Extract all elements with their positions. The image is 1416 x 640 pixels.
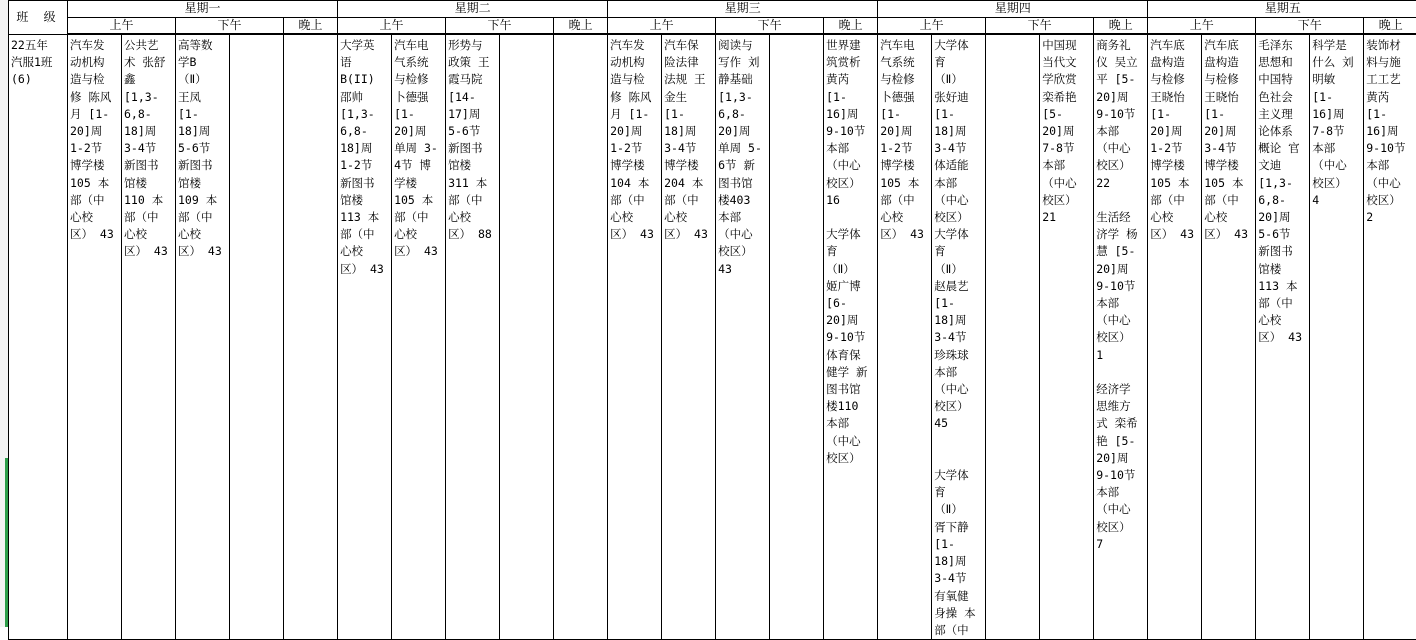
course-entry: 中国现 当代文 学欣赏 栾希艳 [5- 20]周 7-8节 本部 （中心 校区） 21 xyxy=(1042,38,1077,225)
course-entry: 汽车保 险法律 法规 王 金生 [1- 18]周 3-4节 博学楼 204 本 部（中 心校 区） 43 xyxy=(664,38,708,242)
schedule-cell[interactable] xyxy=(176,34,230,640)
course-entry: 公共艺 术 张舒 鑫 [1,3- 6,8- 18]周 3-4节 新图书 馆楼 110 本 部（中 心校 区） 43 xyxy=(124,38,168,259)
period-evening-header: 晚上 xyxy=(554,18,608,35)
schedule-cell[interactable] xyxy=(608,34,662,640)
schedule-cell[interactable] xyxy=(122,34,176,640)
period-evening-header: 晚上 xyxy=(284,18,338,35)
course-entry: 大学体 育 （Ⅱ） 张好迪 [1- 18]周 3-4节 体适能 本部 （中心 校区） 大学体 育 （Ⅱ） 赵晨艺 [1- 18]周 3-4节 珍珠球 本部 （中心 校区） 45 大学体 育 （Ⅱ） 胥下静 [1- 18]周 3-4节 有氧健 身操 本 部（中 xyxy=(934,38,976,637)
schedule-cell[interactable] xyxy=(932,34,986,640)
schedule-cell[interactable] xyxy=(1310,34,1364,640)
schedule-cell[interactable] xyxy=(1202,34,1256,640)
course-entry: 汽车底 盘构造 与检修 王晓怡 [1- 20]周 3-4节 博学楼 105 本 部（中 心校 区） 43 xyxy=(1204,38,1249,242)
schedule-cell[interactable] xyxy=(878,34,932,640)
schedule-cell[interactable] xyxy=(392,34,446,640)
schedule-cell[interactable] xyxy=(230,34,284,640)
course-entry: 大学英 语 B(II) 邵帅 [1,3- 6,8- 18]周 1-2节 新图书 馆楼 113 本 部（中 心校 区） 43 xyxy=(340,38,384,276)
course-entry: 汽车电 气系统 与检修 卜德强 [1- 20]周 1-2节 博学楼 105 本 部（中 心校 区） 43 xyxy=(880,38,924,242)
schedule-cell[interactable] xyxy=(662,34,716,640)
period-afternoon-header: 下午 xyxy=(986,18,1094,35)
period-morning-header: 上午 xyxy=(1148,18,1256,35)
course-entry: 世界建 筑赏析 黄芮 [1- 16]周 9-10节 本部 （中心 校区） 16 大学体 育 （Ⅱ） 姬广博 [6- 20]周 9-10节 体育保 健学 新 图书馆 楼110 本部 （中心 校区） xyxy=(826,38,868,465)
period-morning-header: 上午 xyxy=(608,18,716,35)
day-header-wed: 星期三 xyxy=(608,1,878,18)
period-afternoon-header: 下午 xyxy=(446,18,554,35)
course-entry xyxy=(500,35,553,37)
course-entry: 形势与 政策 王 霞马院 [14- 17]周 5-6节 新图书 馆楼 311 本 部（中 心校 区） 88 xyxy=(448,38,492,242)
course-entry: 毛泽东 思想和 中国特 色社会 主义理 论体系 概论 官 文迪 [1,3- 6,8- 20]周 5-6节 新图书 馆楼 113 本 部（中 心校 区） 43 xyxy=(1258,38,1303,345)
schedule-cell[interactable] xyxy=(500,34,554,640)
period-evening-header: 晚上 xyxy=(824,18,878,35)
course-entry xyxy=(770,35,823,37)
schedule-cell[interactable] xyxy=(1256,34,1310,640)
course-entry: 汽车发 动机构 造与检 修 陈风 月 [1- 20]周 1-2节 博学楼 105 本 部（中 心校 区） 43 xyxy=(70,38,114,242)
course-entry: 汽车电 气系统 与检修 卜德强 [1- 20]周 单周 3- 4节 博 学楼 105 本 部（中 心校 区） 43 xyxy=(394,38,438,259)
period-afternoon-header: 下午 xyxy=(1256,18,1364,35)
course-entry xyxy=(554,35,607,37)
schedule-cell[interactable] xyxy=(68,34,122,640)
day-header-fri: 星期五 xyxy=(1148,1,1416,18)
course-entry xyxy=(986,35,1039,37)
period-evening-header: 晚上 xyxy=(1364,18,1416,35)
course-entry: 汽车底 盘构造 与检修 王晓怡 [1- 20]周 1-2节 博学楼 105 本 部（中 心校 区） 43 xyxy=(1150,38,1195,242)
schedule-cell[interactable] xyxy=(1040,34,1094,640)
period-morning-header: 上午 xyxy=(68,18,176,35)
schedule-cell[interactable] xyxy=(1094,34,1148,640)
day-header-tue: 星期二 xyxy=(338,1,608,18)
day-header-thu: 星期四 xyxy=(878,1,1148,18)
course-entry: 汽车发 动机构 造与检 修 陈风 月 [1- 20]周 1-2节 博学楼 104 本 部（中 心校 区） 43 xyxy=(610,38,654,242)
schedule-cell[interactable] xyxy=(446,34,500,640)
class-name: 22五年 汽服1班 (6) xyxy=(11,37,53,86)
period-morning-header: 上午 xyxy=(878,18,986,35)
schedule-cell[interactable] xyxy=(338,34,392,640)
course-entry: 阅读与 写作 刘 静基础 [1,3- 6,8- 20]周 单周 5- 6节 新 图书馆 楼403 本部 （中心 校区） 43 xyxy=(718,38,762,276)
schedule-cell[interactable] xyxy=(284,34,338,640)
course-entry xyxy=(230,35,283,37)
period-afternoon-header: 下午 xyxy=(716,18,824,35)
schedule-cell[interactable] xyxy=(770,34,824,640)
period-afternoon-header: 下午 xyxy=(176,18,284,35)
course-entry: 高等数 学B （Ⅱ） 王凤 [1- 18]周 5-6节 新图书 馆楼 109 本 部（中 心校 区） 43 xyxy=(178,38,222,259)
period-morning-header: 上午 xyxy=(338,18,446,35)
schedule-cell[interactable] xyxy=(986,34,1040,640)
schedule-cell[interactable] xyxy=(1148,34,1202,640)
class-column-header: 班 级 xyxy=(9,1,68,35)
schedule-cell[interactable] xyxy=(716,34,770,640)
schedule-cell[interactable] xyxy=(824,34,878,640)
class-schedule-table xyxy=(8,0,1416,640)
class-name-cell[interactable] xyxy=(9,34,68,640)
course-entry: 科学是 什么 刘 明敏 [1- 16]周 7-8节 本部 （中心 校区） 4 xyxy=(1312,38,1354,207)
schedule-cell[interactable] xyxy=(1364,34,1416,640)
period-evening-header: 晚上 xyxy=(1094,18,1148,35)
schedule-cell[interactable] xyxy=(554,34,608,640)
course-entry: 商务礼 仪 吴立 平 [5- 20]周 9-10节 本部 （中心 校区） 22 生活经 济学 杨 慧 [5- 20]周 9-10节 本部 （中心 校区） 1 经济学 思维方 式 栾希 艳 [5- 20]周 9-10节 本部 （中心 校区） 7 xyxy=(1096,38,1138,551)
course-entry: 装饰材 料与施 工工艺 黄芮 [1- 16]周 9-10节 本部 （中心 校区） 2 xyxy=(1366,38,1406,225)
day-header-mon: 星期一 xyxy=(68,1,338,18)
course-entry xyxy=(284,35,337,37)
